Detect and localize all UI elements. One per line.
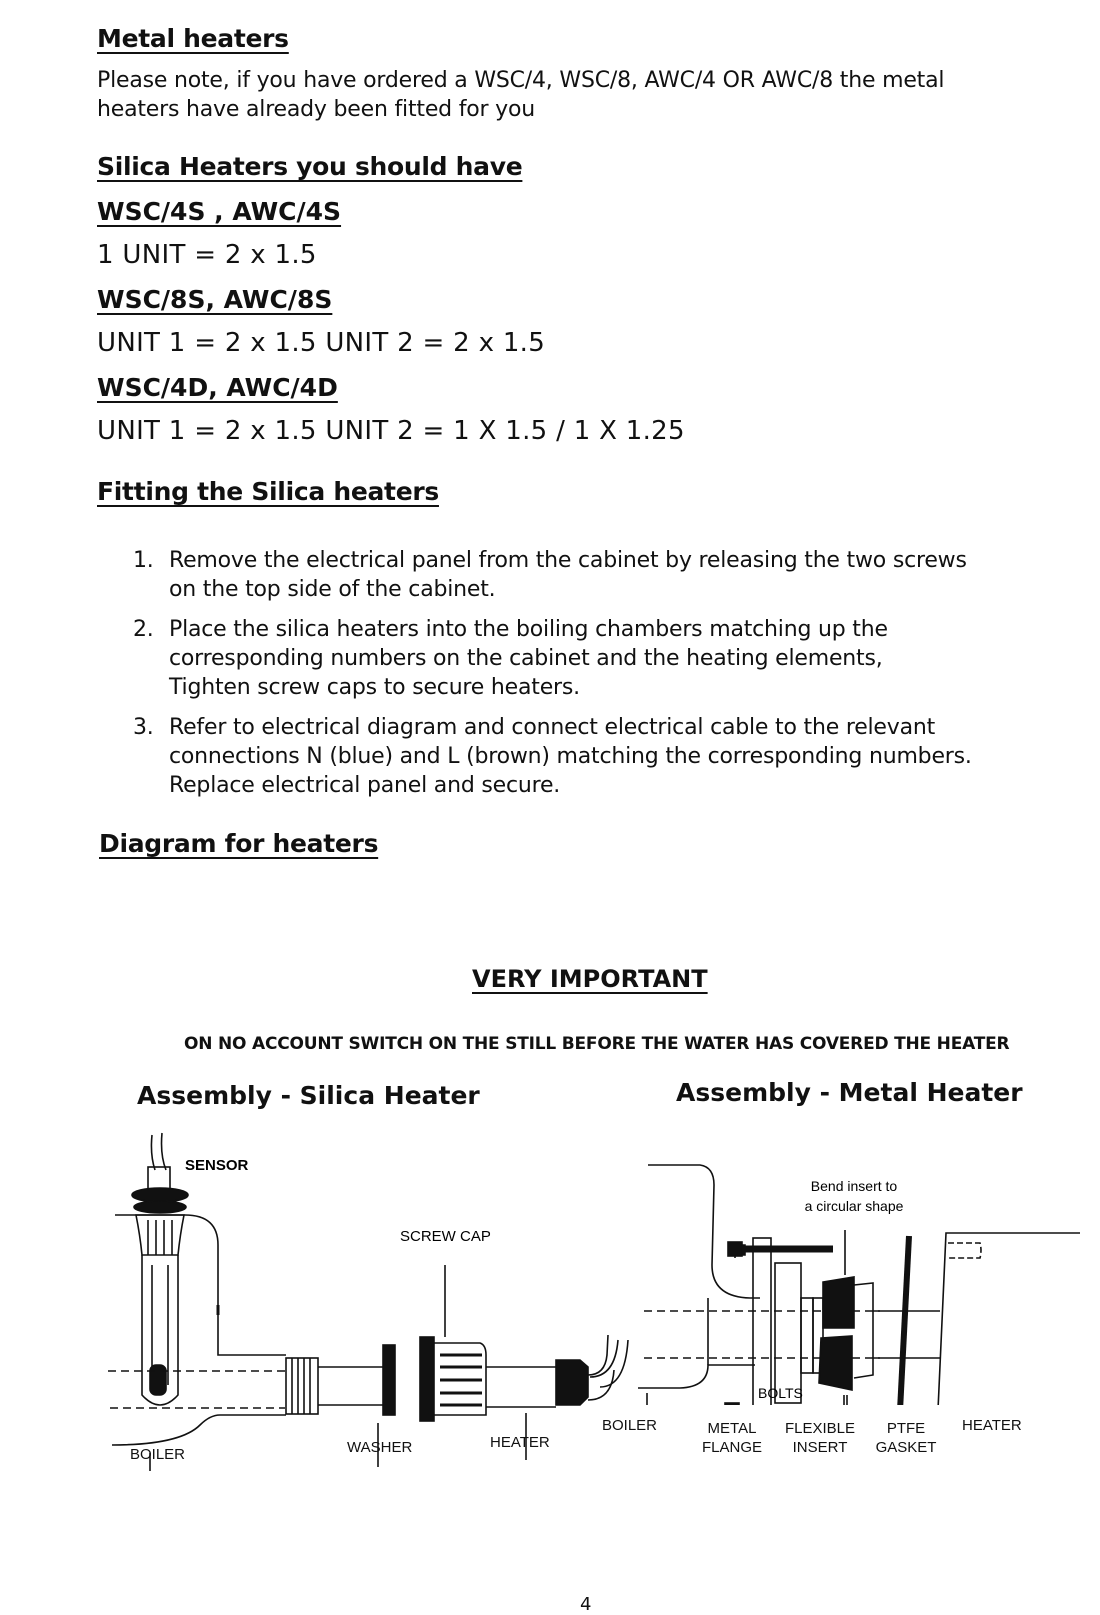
silica-heater-diagram [100, 1115, 620, 1475]
bend-note-line1: Bend insert to [810, 1178, 898, 1194]
sensor-label: SENSOR [185, 1157, 249, 1174]
step-item [97, 713, 1057, 800]
metal-heater-label: HEATER [962, 1417, 1022, 1434]
model-spec: 1 UNIT = 2 x 1.5 [97, 240, 317, 270]
step-line: Replace electrical panel and secure. [169, 773, 561, 798]
model-heading: WSC/8S, AWC/8S [97, 285, 333, 314]
bend-note-line2: a circular shape [804, 1198, 904, 1214]
model-heading: WSC/4S , AWC/4S [97, 197, 342, 226]
fitting-steps [97, 546, 1057, 811]
step-line: corresponding numbers on the cabinet and the heating elements, [169, 646, 883, 671]
silica-assembly-title: Assembly - Silica Heater [137, 1081, 480, 1110]
flexible-insert-label [782, 1419, 858, 1457]
heading-silica-heaters: Silica Heaters you should have [97, 152, 523, 181]
note-line: Please note, if you have ordered a WSC/4, WSC/8, AWC/4 OR AWC/8 the metal [97, 68, 945, 93]
step-line: Place the silica heaters into the boiling chambers matching up the [169, 617, 888, 642]
step-line: on the top side of the cabinet. [169, 577, 496, 602]
page-number: 4 [580, 1594, 592, 1615]
metal-heaters-note [97, 66, 1057, 124]
boiler-label: BOILER [130, 1446, 186, 1463]
metal-boiler-label: BOILER [602, 1417, 658, 1434]
warning-title: VERY IMPORTANT [472, 965, 708, 993]
heater-label: HEATER [490, 1434, 550, 1451]
step-item [97, 546, 1057, 604]
step-line: Refer to electrical diagram and connect electrical cable to the relevant [169, 715, 936, 740]
metal-heater-diagram [590, 1115, 1080, 1405]
step-number: 1. [133, 548, 154, 573]
note-line: heaters have already been fitted for you [97, 97, 535, 122]
metal-flange-label [700, 1419, 764, 1457]
label-line: INSERT [792, 1439, 848, 1456]
step-item [97, 615, 1057, 702]
heading-diagram: Diagram for heaters [99, 829, 379, 858]
model-spec: UNIT 1 = 2 x 1.5 UNIT 2 = 2 x 1.5 [97, 328, 546, 358]
step-number: 3. [133, 715, 154, 740]
ptfe-gasket-label [872, 1419, 940, 1457]
model-heading: WSC/4D, AWC/4D [97, 373, 338, 402]
label-line: FLEXIBLE [784, 1420, 856, 1437]
heading-metal-heaters: Metal heaters [97, 24, 289, 53]
step-line: Remove the electrical panel from the cabinet by releasing the two screws [169, 548, 967, 573]
warning-text: ON NO ACCOUNT SWITCH ON THE STILL BEFORE THE WATER HAS COVERED THE HEATER [184, 1034, 1010, 1054]
step-line: Tighten screw caps to secure heaters. [169, 675, 580, 700]
step-number: 2. [133, 617, 154, 642]
washer-label: WASHER [347, 1439, 413, 1456]
label-line: GASKET [875, 1439, 937, 1456]
heading-fitting: Fitting the Silica heaters [97, 477, 439, 506]
bolts-label: BOLTS [758, 1385, 803, 1401]
label-line: FLANGE [701, 1439, 762, 1456]
screw-cap-label: SCREW CAP [400, 1228, 491, 1245]
step-line: connections N (blue) and L (brown) matching the corresponding numbers. [169, 744, 972, 769]
metal-assembly-title: Assembly - Metal Heater [676, 1078, 1023, 1107]
label-line: METAL [707, 1420, 757, 1437]
model-spec: UNIT 1 = 2 x 1.5 UNIT 2 = 1 X 1.5 / 1 X 1.25 [97, 416, 685, 446]
label-line: PTFE [886, 1420, 926, 1437]
